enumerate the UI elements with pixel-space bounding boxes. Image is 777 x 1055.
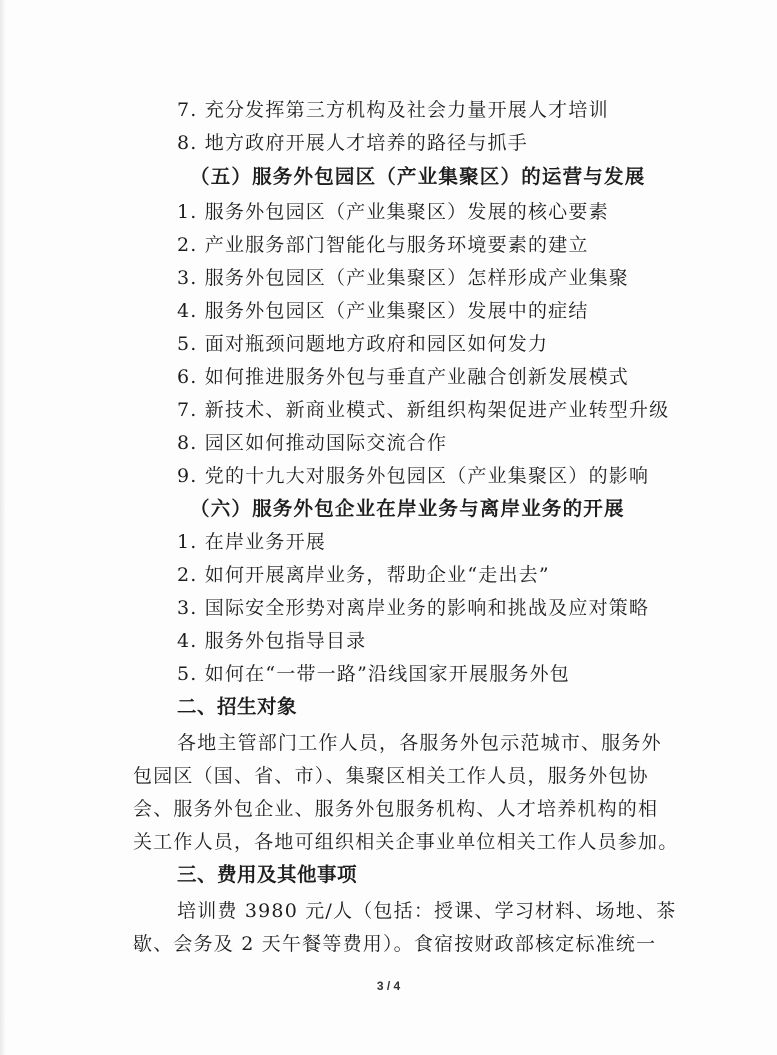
paragraph-line: 关工作人员，各地可组织相关企事业单位相关工作人员参加。 (133, 831, 679, 853)
list-item: 7. 充分发挥第三方机构及社会力量开展人才培训 (177, 99, 609, 121)
list-item: 8. 园区如何推动国际交流合作 (177, 432, 448, 454)
list-item: 2. 如何开展离岸业务，帮助企业“走出去” (177, 564, 550, 586)
page-number: 3 / 4 (376, 979, 401, 993)
paragraph-line: 会、服务外包企业、服务外包服务机构、人才培养机构的相 (133, 798, 659, 820)
list-item: 1. 服务外包园区（产业集聚区）发展的核心要素 (177, 201, 609, 223)
paragraph-line: 各地主管部门工作人员，各服务外包示范城市、服务外 (177, 732, 662, 754)
list-item: 4. 服务外包指导目录 (177, 630, 367, 652)
list-item: 2. 产业服务部门智能化与服务环境要素的建立 (177, 234, 589, 256)
list-item: 5. 面对瓶颈问题地方政府和园区如何发力 (177, 333, 549, 355)
list-item: 3. 国际安全形势对离岸业务的影响和挑战及应对策略 (177, 597, 650, 619)
list-item: 7. 新技术、新商业模式、新组织构架促进产业转型升级 (177, 399, 670, 421)
part-heading-2: 二、招生对象 (177, 695, 298, 718)
list-item: 4. 服务外包园区（产业集聚区）发展中的症结 (177, 300, 589, 322)
section-heading-5: （五）服务外包园区（产业集聚区）的运营与发展 (190, 165, 646, 188)
list-item: 5. 如何在“一带一路”沿线国家开展服务外包 (177, 663, 570, 685)
paragraph-line: 歇、会务及 2 天午餐等费用）。食宿按财政部核定标准统一 (133, 933, 657, 955)
section-heading-6: （六）服务外包企业在岸业务与离岸业务的开展 (190, 497, 625, 520)
list-item: 3. 服务外包园区（产业集聚区）怎样形成产业集聚 (177, 267, 629, 289)
paragraph-line: 培训费 3980 元/人（包括：授课、学习材料、场地、茶 (177, 900, 677, 922)
list-item: 6. 如何推进服务外包与垂直产业融合创新发展模式 (177, 366, 629, 388)
list-item: 8. 地方政府开展人才培养的路径与抓手 (177, 132, 528, 154)
list-item: 1. 在岸业务开展 (177, 531, 326, 553)
paragraph-line: 包园区（国、省、市）、集聚区相关工作人员，服务外包协 (133, 765, 649, 787)
part-heading-3: 三、费用及其他事项 (177, 863, 358, 886)
list-item: 9. 党的十九大对服务外包园区（产业集聚区）的影响 (177, 465, 650, 487)
